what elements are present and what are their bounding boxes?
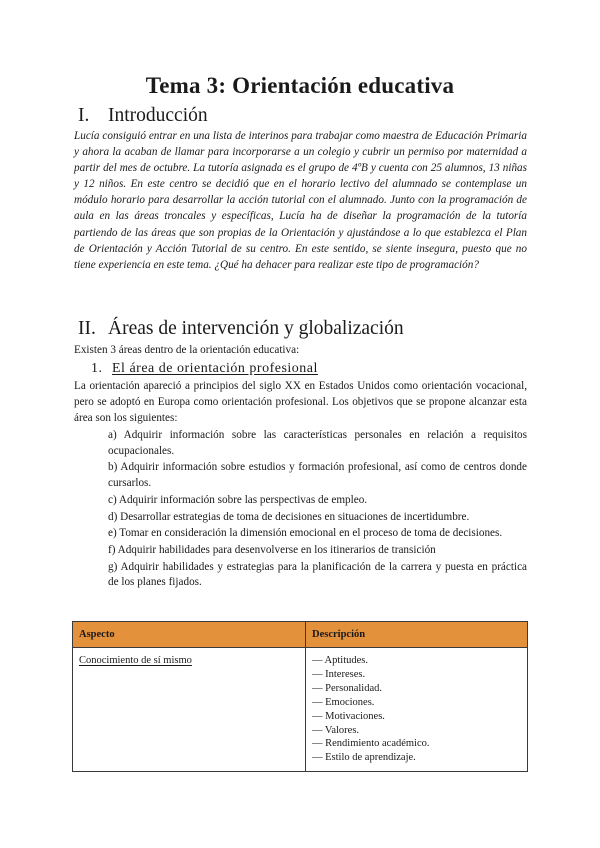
section-title: Introducción (108, 105, 208, 126)
subsection-title: El área de orientación profesional (112, 361, 318, 376)
column-header-aspecto: Aspecto (73, 622, 306, 648)
objective-item: f) Adquirir habilidades para desenvolverse en los itinerarios de transición (108, 544, 436, 557)
description-item: — Intereses. (312, 668, 366, 680)
objective-item: d) Desarrollar estrategias de toma de decisiones en situaciones de incertidumbre. (108, 510, 470, 523)
description-list (312, 654, 521, 765)
objective-item: g) Adquirir habilidades y estrategias para la planificación de la carrera y puesta en práctica de los planes fijados. (108, 560, 527, 589)
section-number: I. (78, 105, 90, 126)
section-title: Áreas de intervención y globalización (108, 318, 404, 339)
description-item: — Estilo de aprendizaje. (312, 752, 416, 764)
subsection-heading-orientacion-profesional (91, 361, 318, 377)
section-number: II. (78, 318, 96, 339)
aspect-description-table (72, 621, 528, 772)
intro-case-text: Lucía consiguió entrar en una lista de interinos para trabajar como maestra de Educación Primaria y ahora la acaban de llamar para incorporarse a un colegio y cubrir un permiso por maternidad a partir del mes de octubre. La tutoría asignada es el grupo de 4ºB y cuenta con 25 alumnos, 13 niñas y 12 niños. En este centro se decidió que en el horario lectivo del alumnado se contemplase un módulo horario para desarrollar la acción tutorial con el alumnado. Junto con la programación de aula en las áreas troncales y específicas, Lucía ha de diseñar la programación de la tutoría partiendo de las áreas que son propias de la Orientación y ajustándose a lo que establezca el Plan de Orientación y Acción Tutorial de su centro. En este sentido, se siente insegura, puesto que no tiene experiencia en este tema. ¿Qué ha dehacer para realizar este tipo de programación? (74, 130, 527, 271)
objective-item: b) Adquirir información sobre estudios y formación profesional, así como de centros donde cursarlos. (108, 461, 527, 489)
aspect-label: Conocimiento de sí mismo (79, 655, 192, 666)
subsection-number: 1. (91, 361, 103, 376)
table-row (73, 648, 528, 772)
description-item: — Valores. (312, 724, 360, 736)
objective-item: e) Tomar en consideración la dimensión emocional en el proceso de toma de decisiones. (108, 527, 503, 540)
description-item: — Aptitudes. (312, 655, 369, 666)
table-cell-aspect (73, 648, 306, 772)
column-header-descripcion: Descripción (306, 622, 528, 648)
subsection-paragraph: La orientación apareció a principios del siglo XX en Estados Unidos como orientación vocacional, pero se adoptó en Europa como orientación profesional. Los objetivos que se propone alcanzar esta área son los siguientes: (74, 380, 527, 424)
objective-item: c) Adquirir información sobre las perspectivas de empleo. (108, 493, 368, 506)
description-item: — Personalidad. (312, 682, 382, 694)
description-item: — Rendimiento académico. (312, 738, 430, 750)
objective-item: a) Adquirir información sobre las características personales en relación a requisitos ocupacionales. (108, 429, 527, 457)
section-heading-areas (78, 318, 404, 340)
table-cell-description (306, 648, 528, 772)
table-header-row (73, 622, 528, 648)
description-item: — Motivaciones. (312, 710, 385, 722)
description-item: — Emociones. (312, 696, 375, 708)
objectives-list (108, 428, 527, 592)
page-title: Tema 3: Orientación educativa (145, 73, 455, 98)
section-heading-introduccion (78, 105, 208, 127)
section-intro-text: Existen 3 áreas dentro de la orientación educativa: (74, 344, 300, 356)
